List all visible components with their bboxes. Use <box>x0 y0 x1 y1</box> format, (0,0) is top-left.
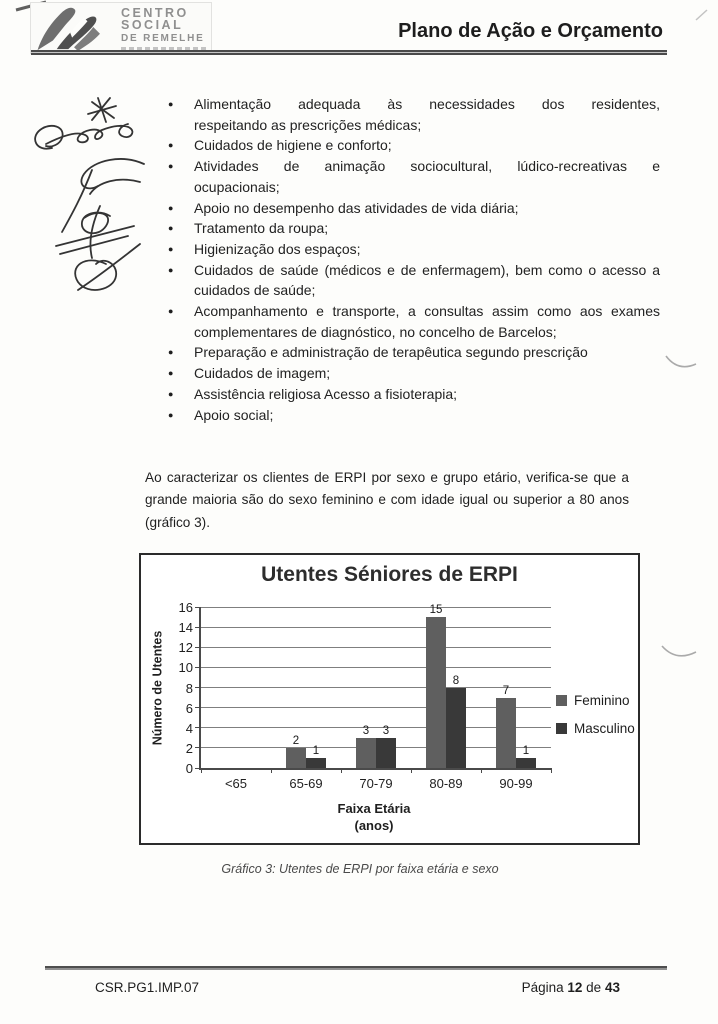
y-tick-label: 2 <box>185 740 193 756</box>
x-tick-label: 70-79 <box>359 776 393 791</box>
y-tick-mark <box>195 607 201 608</box>
bar-label: 3 <box>362 724 370 737</box>
bullet-text: Tratamento da roupa; <box>194 220 329 237</box>
y-axis-label: Número de Utentes <box>150 630 165 745</box>
footer-of-label: de <box>586 980 602 995</box>
bullet-icon: ● <box>168 409 174 420</box>
page-curl-mark-bottom <box>660 640 698 664</box>
list-item <box>168 384 660 405</box>
x-axis-label-sub: (anos) <box>354 818 394 833</box>
list-item <box>168 156 660 197</box>
bullet-text: Apoio social; <box>194 406 274 423</box>
list-item <box>168 260 660 301</box>
x-tick-label: <65 <box>224 776 248 791</box>
logo-line-2: SOCIAL <box>121 18 184 32</box>
services-list <box>168 94 660 425</box>
bar-label: 7 <box>502 684 510 697</box>
chart-legend <box>556 693 635 749</box>
x-tick-label: 65-69 <box>289 776 323 791</box>
bar-label: 1 <box>522 744 530 757</box>
y-tick-label: 10 <box>178 660 193 676</box>
bar <box>516 758 536 768</box>
y-tick-label: 6 <box>185 700 193 716</box>
x-tick-mark <box>341 768 342 773</box>
y-tick-mark <box>195 727 201 728</box>
y-tick-label: 14 <box>178 620 193 636</box>
logo-line-1: CENTRO <box>121 5 189 20</box>
bullet-icon: ● <box>168 368 174 379</box>
list-item <box>168 301 660 342</box>
legend-item <box>556 721 635 736</box>
y-tick-mark <box>195 687 201 688</box>
gridline <box>201 667 551 668</box>
bullet-text: Preparação e administração de terapêutica segundo prescrição <box>194 344 588 361</box>
y-tick-label: 16 <box>178 600 193 615</box>
gridline <box>201 607 551 608</box>
document-title: Plano de Ação e Orçamento <box>398 20 663 42</box>
chart-plot <box>178 600 551 791</box>
x-axis-label-main: Faixa Etária <box>337 801 411 816</box>
footer-doc-code: CSR.PG1.IMP.07 <box>95 980 200 995</box>
y-tick-mark <box>195 647 201 648</box>
bullet-icon: ● <box>168 223 174 234</box>
bullet-icon: ● <box>168 264 174 275</box>
list-item <box>168 239 660 260</box>
bar-label: 2 <box>292 734 300 747</box>
signature-scribble <box>22 86 154 294</box>
bar <box>356 738 376 768</box>
list-item <box>168 405 660 426</box>
y-tick-label: 4 <box>185 720 193 736</box>
footer-rule <box>45 966 667 970</box>
page-curl-mark-top <box>664 352 698 374</box>
list-item <box>168 218 660 239</box>
bar-label: 15 <box>429 604 443 617</box>
bullet-icon: ● <box>168 388 174 399</box>
y-tick-mark <box>195 747 201 748</box>
legend-label: Feminino <box>574 693 630 708</box>
org-logo <box>30 2 212 54</box>
list-item <box>168 135 660 156</box>
x-tick-mark <box>201 768 202 773</box>
bullet-icon: ● <box>168 243 174 254</box>
x-tick-label: 90-99 <box>499 776 533 791</box>
bullet-icon: ● <box>168 347 174 358</box>
x-tick-mark <box>481 768 482 773</box>
bar-label: 8 <box>452 674 460 687</box>
y-tick-mark <box>195 627 201 628</box>
header-rule <box>31 50 667 55</box>
chart-title: Utentes Séniores de ERPI <box>261 563 518 586</box>
gridline <box>201 627 551 628</box>
bullet-icon: ● <box>168 140 174 151</box>
legend-swatch <box>556 695 567 706</box>
chart-caption: Gráfico 3: Utentes de ERPI por faixa etária e sexo <box>221 862 499 876</box>
list-item <box>168 198 660 219</box>
gridline <box>201 647 551 648</box>
list-item <box>168 363 660 384</box>
y-tick-mark <box>195 707 201 708</box>
footer-page-info <box>522 980 620 995</box>
bar-label: 3 <box>382 724 390 737</box>
intro-paragraph: Ao caracterizar os clientes de ERPI por sexo e grupo etário, verifica-se que a grande maioria são do sexo feminino e com idade igual ou superior a 80 anos (gráfico 3). <box>145 470 629 530</box>
bullet-text: Assistência religiosa Acesso a fisioterapia; <box>194 385 458 402</box>
y-tick-mark <box>195 667 201 668</box>
hands-logo-icon <box>31 4 119 52</box>
bullet-icon: ● <box>168 306 174 317</box>
x-tick-mark <box>551 768 552 773</box>
bullet-text: Cuidados de saúde (médicos e de enfermagem), bem como o acesso a cuidados de saúde; <box>194 261 660 299</box>
bar <box>496 698 516 768</box>
bar <box>446 688 466 769</box>
y-tick-label: 0 <box>185 761 193 776</box>
legend-item <box>556 693 635 708</box>
logo-text <box>121 7 207 50</box>
y-tick-label: 8 <box>185 680 193 696</box>
bullet-text: Alimentação adequada às necessidades dos residentes, respeitando as prescrições médicas; <box>194 96 660 133</box>
bullet-text: Cuidados de imagem; <box>194 365 331 382</box>
bar-label: 1 <box>312 744 320 757</box>
bullet-text: Apoio no desempenho das atividades de vida diária; <box>194 199 519 216</box>
x-tick-mark <box>271 768 272 773</box>
bar <box>426 617 446 768</box>
list-item <box>168 94 660 135</box>
legend-label: Masculino <box>574 721 635 736</box>
bullet-icon: ● <box>168 99 174 109</box>
chart-figure <box>139 553 640 845</box>
x-axis-label <box>199 800 549 834</box>
logo-line-3: DE REMELHE <box>121 32 205 44</box>
x-tick-mark <box>411 768 412 773</box>
bullet-icon: ● <box>168 202 174 213</box>
legend-swatch <box>556 723 567 734</box>
x-tick-label: 80-89 <box>429 776 463 791</box>
y-tick-label: 12 <box>178 640 193 656</box>
bullet-text: Acompanhamento e transporte, a consultas assim como aos exames complementares de diagnóstico, no concelho de Barcelos; <box>194 303 660 340</box>
bar <box>306 758 326 768</box>
bullet-icon: ● <box>168 161 174 172</box>
bar <box>376 738 396 768</box>
bullet-text: Atividades de animação sociocultural, lúdico-recreativas e ocupacionais; <box>194 158 660 195</box>
footer-page-label: Página <box>521 980 564 995</box>
list-item <box>168 342 660 363</box>
bullet-text: Higienização dos espaços; <box>194 240 361 257</box>
footer-page-total: 43 <box>604 980 620 995</box>
footer-page-number: 12 <box>567 980 583 995</box>
bullet-text: Cuidados de higiene e conforto; <box>194 137 392 154</box>
scan-corner-mark-right <box>694 8 710 22</box>
